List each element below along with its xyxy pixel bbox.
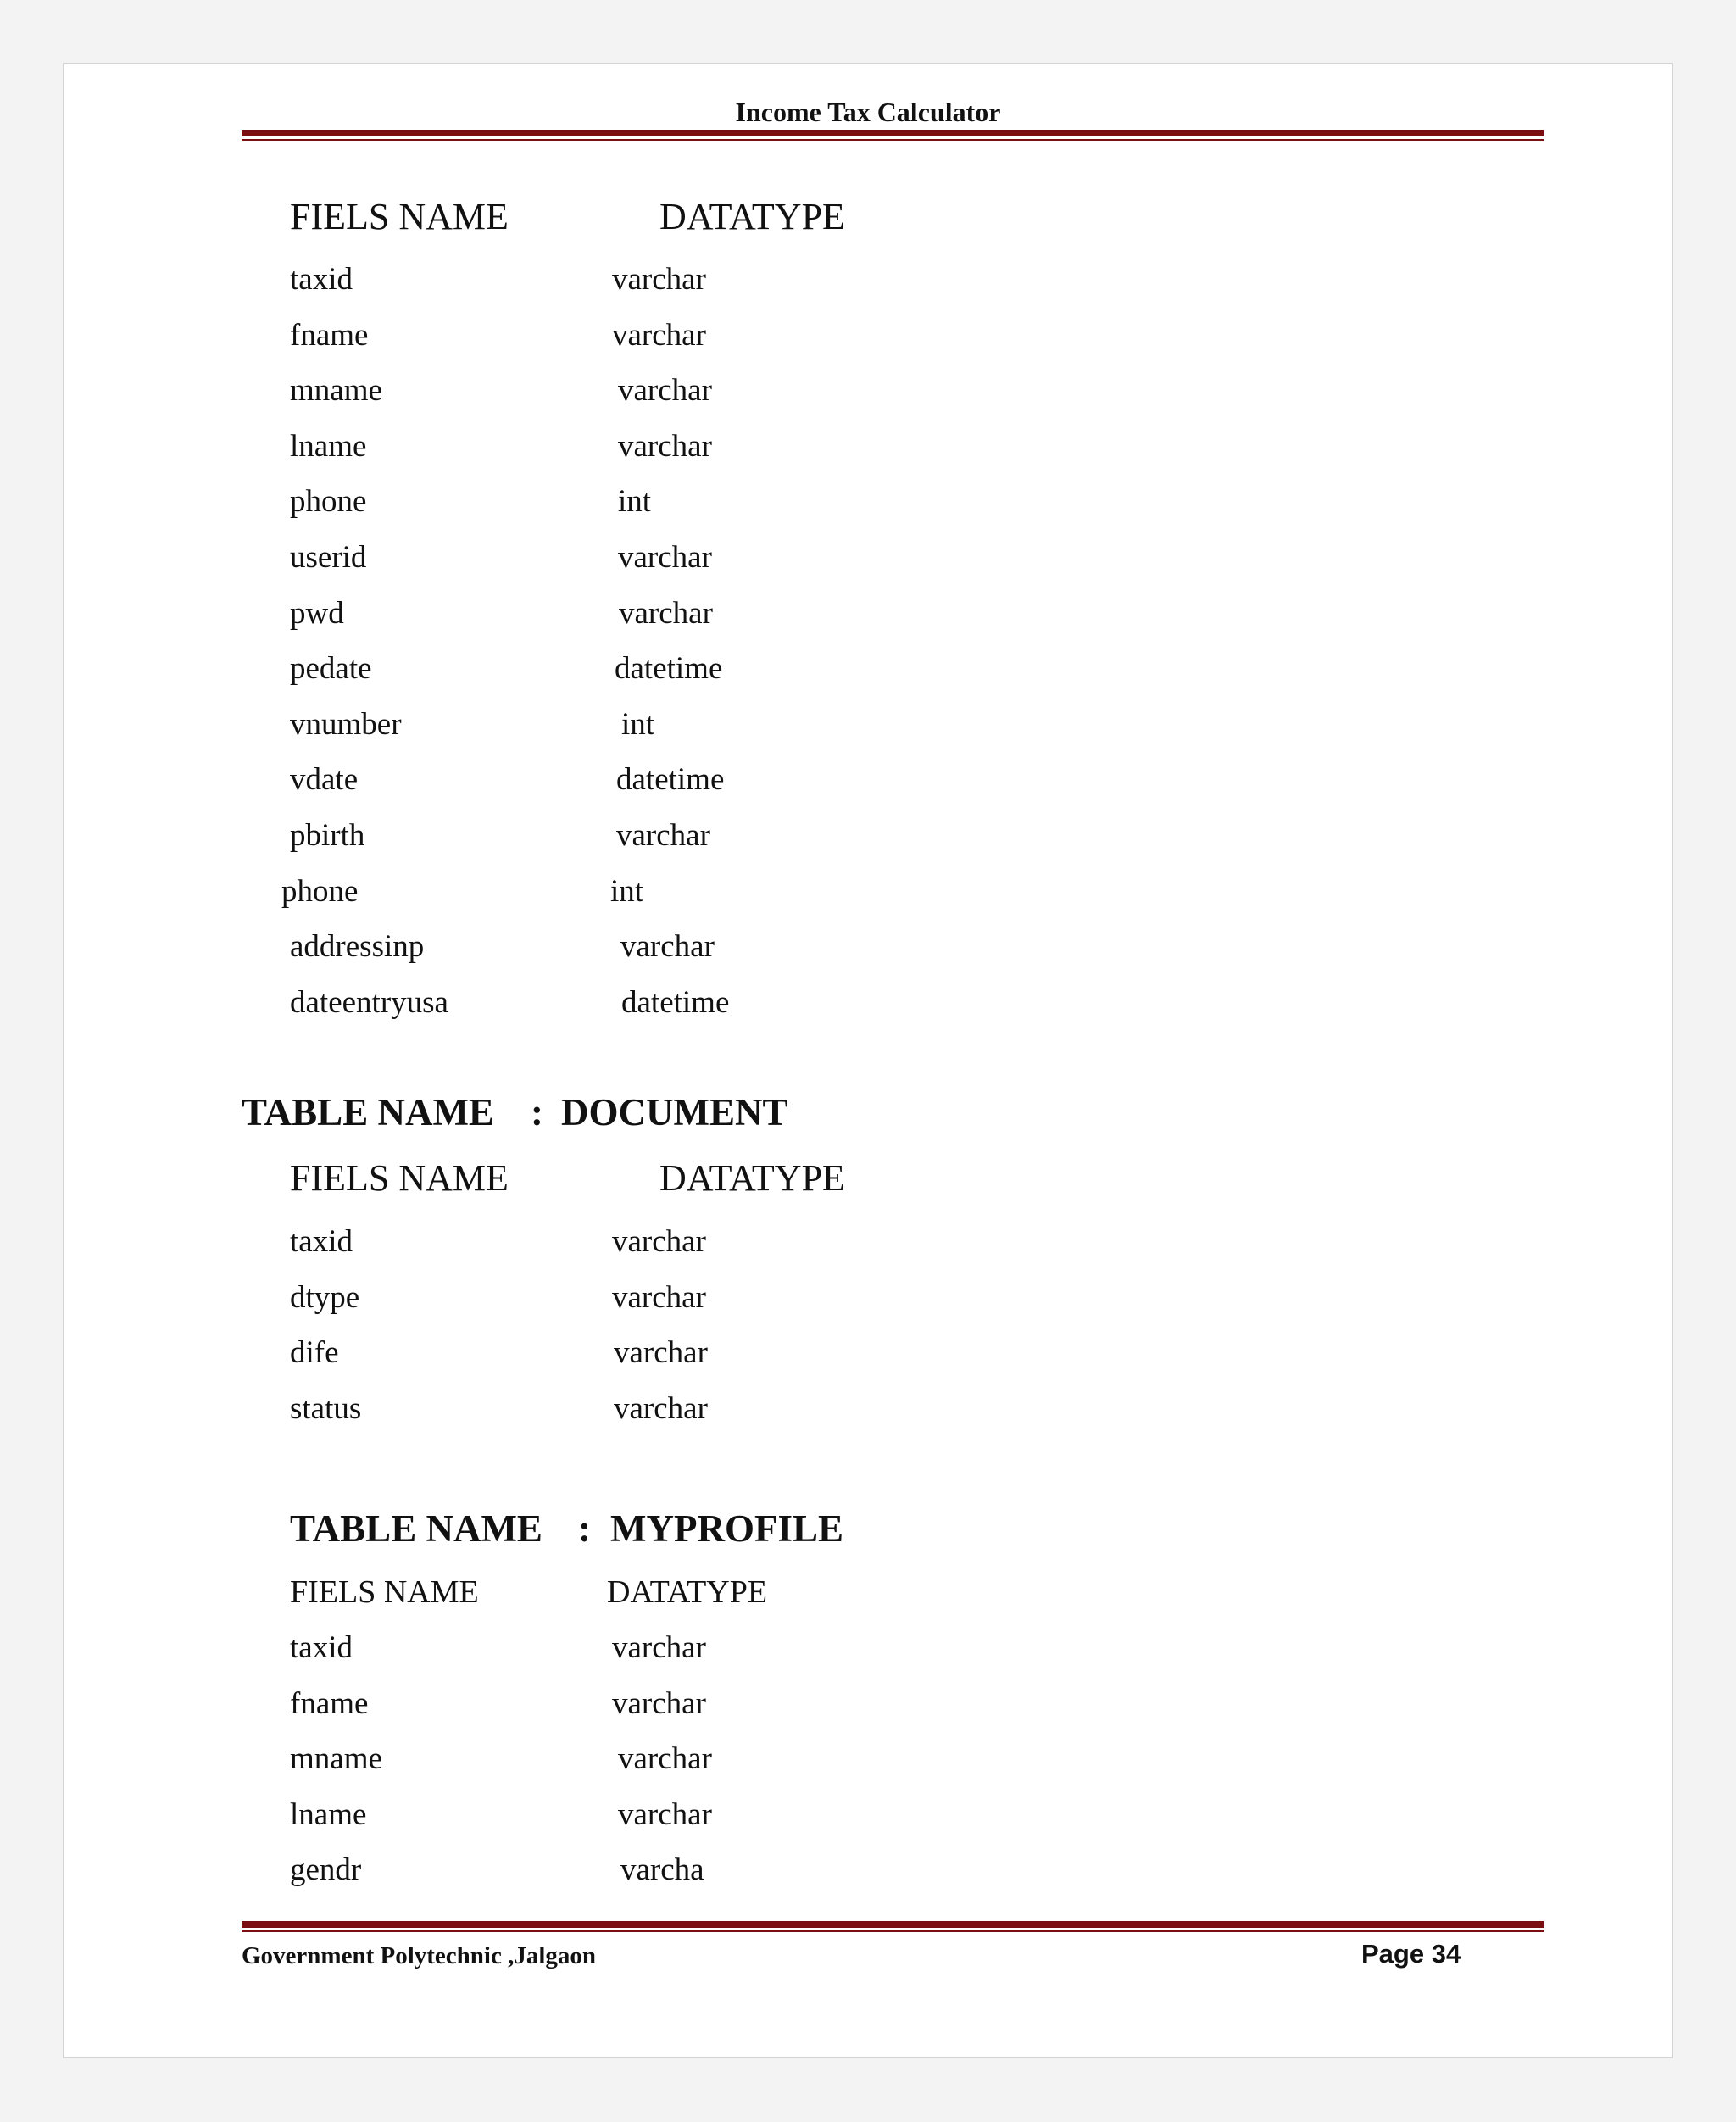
page-number: Page 34 [1361,1939,1461,1969]
field-name-cell: dtype [290,1279,360,1315]
datatype-header: DATATYPE [607,1574,768,1610]
field-name-cell: taxid [290,262,353,297]
datatype-cell: datetime [616,762,725,798]
field-name-cell: taxid [290,1630,353,1665]
field-name-cell: phone [290,484,367,520]
datatype-header: DATATYPE [659,196,845,237]
datatype-cell: int [618,484,652,520]
field-name-cell: addressinp [290,929,425,965]
footer-institution: Government Polytechnic ,Jalgaon [242,1942,597,1969]
datatype-cell: varcha [620,1852,704,1888]
field-name-cell: mname [290,1741,382,1777]
field-name-cell: vnumber [290,706,402,742]
datatype-cell: varchar [612,1630,706,1665]
datatype-cell: varchar [612,317,706,353]
datatype-header: DATATYPE [659,1157,845,1199]
field-name-cell: pwd [290,595,344,631]
datatype-cell: varchar [620,929,715,965]
field-name-cell: pbirth [290,818,365,853]
table-name-label: TABLE NAME [242,1091,494,1133]
field-name-header: FIELS NAME [290,1574,479,1610]
datatype-cell: varchar [612,1224,706,1259]
datatype-cell: datetime [621,984,730,1020]
field-name-cell: phone [281,873,359,909]
field-name-header: FIELS NAME [290,196,509,237]
field-name-cell: dife [290,1335,339,1371]
field-name-cell: lname [290,428,367,464]
field-name-cell: dateentryusa [290,984,448,1020]
field-name-cell: lname [290,1796,367,1832]
table-name-colon: : [531,1091,543,1133]
field-name-cell: userid [290,540,367,575]
datatype-cell: int [610,873,644,909]
datatype-cell: datetime [615,651,723,687]
field-name-cell: mname [290,373,382,409]
datatype-cell: varchar [614,1335,708,1371]
datatype-cell: varchar [618,540,712,575]
table-name-value: MYPROFILE [610,1507,843,1550]
datatype-cell: varchar [614,1390,708,1426]
field-name-cell: pedate [290,651,372,687]
table-name-colon: : [578,1507,591,1550]
datatype-cell: varchar [618,428,712,464]
field-name-cell: status [290,1390,362,1426]
header-title: Income Tax Calculator [735,97,1001,127]
field-name-cell: vdate [290,762,359,798]
datatype-cell: varchar [612,1279,706,1315]
field-name-cell: fname [290,1685,369,1721]
field-name-header: FIELS NAME [290,1157,509,1199]
table-name-label: TABLE NAME [290,1507,542,1550]
datatype-cell: varchar [612,262,706,297]
datatype-cell: varchar [616,818,710,853]
datatype-cell: varchar [619,595,713,631]
field-name-cell: gendr [290,1852,362,1888]
field-name-cell: taxid [290,1224,353,1259]
datatype-cell: varchar [618,373,712,409]
table-name-value: DOCUMENT [561,1091,788,1133]
datatype-cell: int [621,706,655,742]
datatype-cell: varchar [618,1741,712,1777]
datatype-cell: varchar [612,1685,706,1721]
datatype-cell: varchar [618,1796,712,1832]
field-name-cell: fname [290,317,369,353]
